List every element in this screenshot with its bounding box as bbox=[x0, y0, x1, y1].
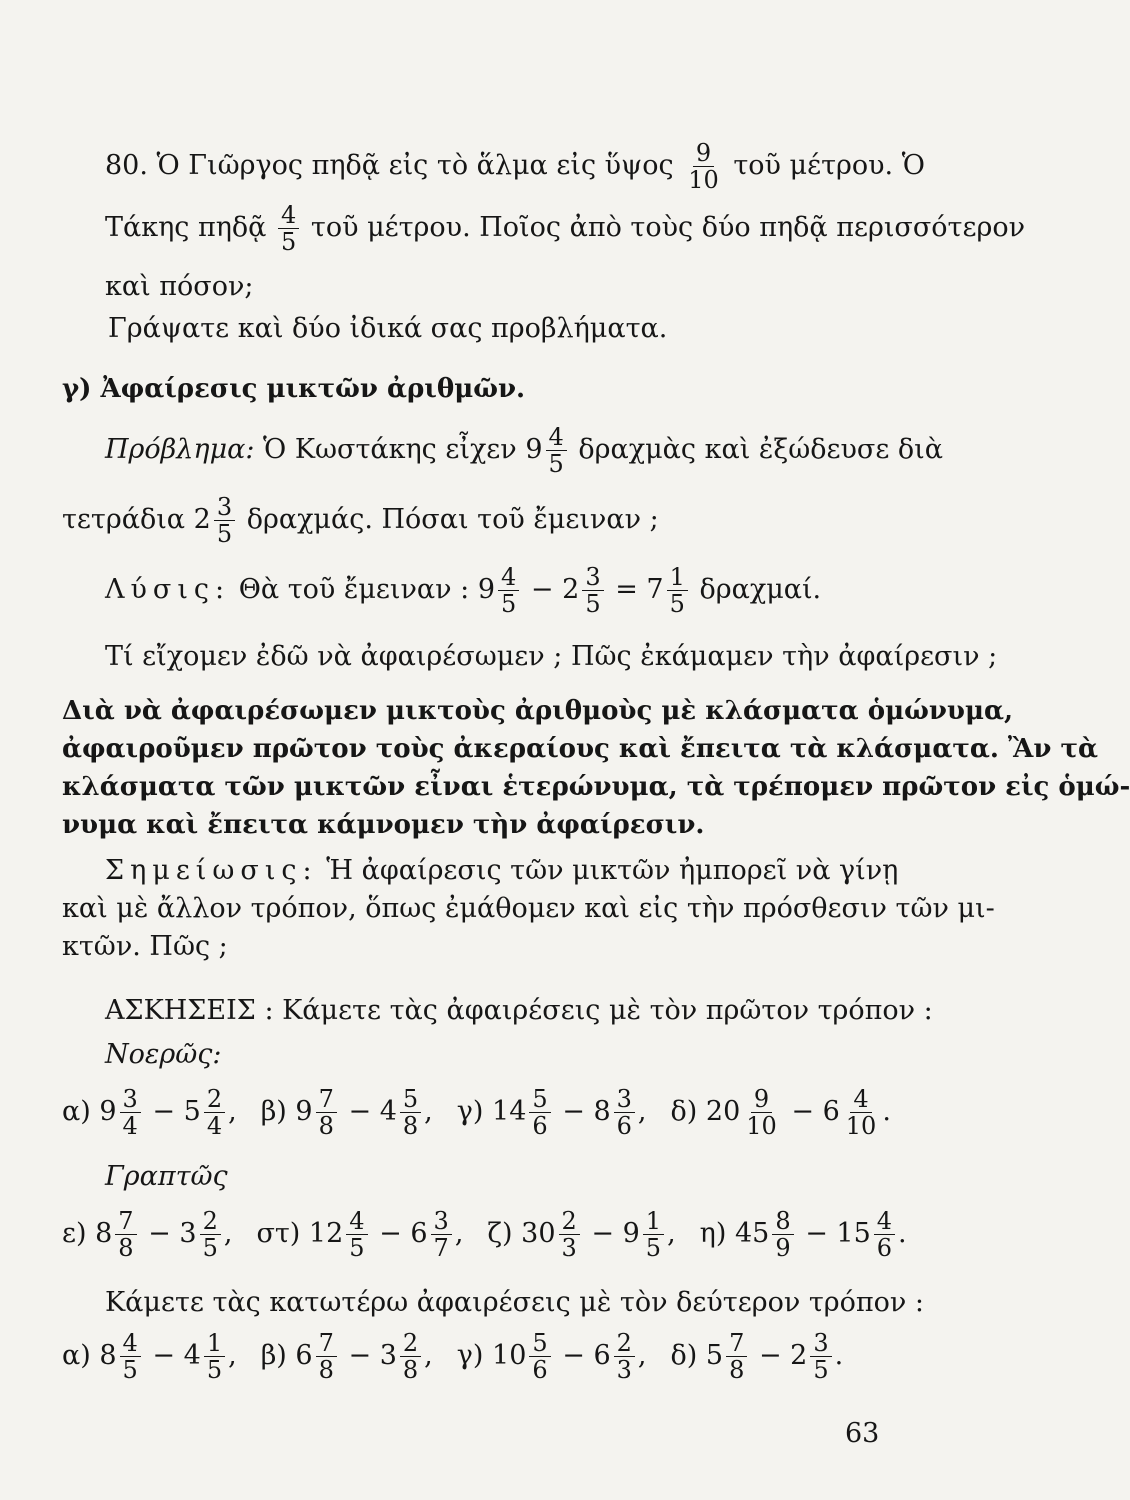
rule-line-4: νυμα καὶ ἔπειτα κάμνομεν τὴν ἀφαίρεσιν. bbox=[62, 810, 705, 840]
note-line-2: καὶ μὲ ἄλλον τρόπον, ὅπως ἐμάθομεν καὶ εἰς τὴν πρόσθεσιν τῶν μι- bbox=[62, 893, 995, 924]
rule-line-1: Διὰ νὰ ἀφαιρέσωμεν μικτοὺς ἀριθμοὺς μὲ κλάσματα ὁμώνυμα, bbox=[62, 696, 1014, 726]
exercises-heading: ΑΣΚΗΣΕΙΣ : Κάμετε τὰς ἀφαιρέσεις μὲ τὸν πρῶτον τρόπον : bbox=[105, 995, 933, 1026]
exercise-item: ε) 8 $\frac{7}{8}$ − 3 $\frac{2}{5}$ , bbox=[62, 1207, 233, 1262]
problem-text: δραχμὰς καὶ ἐξώδευσε διὰ bbox=[578, 434, 943, 465]
fraction: $\frac{4}{5}$ bbox=[498, 564, 519, 617]
fraction: $\frac{9}{10}$ bbox=[688, 139, 719, 194]
question-line: Τί εἴχομεν ἐδῶ νὰ ἀφαιρέσωμεν ; Πῶς ἐκάμαμεν τὴν ἀφαίρεσιν ; bbox=[105, 641, 998, 672]
fraction: $\frac{7}{8}$ bbox=[115, 1208, 136, 1261]
exercise-row-mental bbox=[62, 1086, 902, 1139]
mental-label: Νοερῶς: bbox=[105, 1039, 222, 1070]
fraction: $\frac{1}{5}$ bbox=[667, 564, 688, 617]
exercise-label: α) bbox=[62, 1096, 100, 1127]
fraction: $\frac{2}{4}$ bbox=[204, 1086, 225, 1139]
fraction: $\frac{5}{8}$ bbox=[400, 1086, 421, 1139]
fraction: $\frac{3}{6}$ bbox=[614, 1086, 635, 1139]
exercise-item: δ) 20 $\frac{9}{10}$ − 6 $\frac{4}{10}$ . bbox=[670, 1085, 891, 1140]
exercise-label: ε) bbox=[62, 1218, 96, 1249]
exercise-label: β) bbox=[260, 1340, 296, 1371]
fraction: $\frac{1}{5}$ bbox=[643, 1208, 664, 1261]
rule-line-2: ἀφαιροῦμεν πρῶτον τοὺς ἀκεραίους καὶ ἔπειτα τὰ κλάσματα. Ἂν τὰ bbox=[62, 734, 1098, 764]
exercise-row-second bbox=[62, 1330, 902, 1383]
fraction: $\frac{3}{5}$ bbox=[810, 1330, 831, 1383]
exercise-item: α) 9 $\frac{3}{4}$ − 5 $\frac{2}{4}$ , bbox=[62, 1085, 237, 1140]
fraction: $\frac{7}{8}$ bbox=[726, 1330, 747, 1383]
fraction: $\frac{2}{8}$ bbox=[400, 1330, 421, 1383]
fraction: $\frac{9}{10}$ bbox=[746, 1085, 777, 1140]
fraction: $\frac{3}{5}$ bbox=[214, 494, 235, 547]
exercise-item: γ) 10 $\frac{5}{6}$ − 6 $\frac{2}{3}$ , bbox=[456, 1329, 647, 1384]
exercise-item: δ) 5 $\frac{7}{8}$ − 2 $\frac{3}{5}$ . bbox=[670, 1329, 844, 1384]
problem-80-text: Τάκης πηδᾷ bbox=[105, 212, 267, 243]
exercise-item: β) 6 $\frac{7}{8}$ − 3 $\frac{2}{8}$ , bbox=[260, 1329, 433, 1384]
note-label: Σημείωσις: bbox=[105, 855, 318, 886]
problem-80-text: 80. Ὁ Γιῶργος πηδᾷ εἰς τὸ ἅλμα εἰς ὕψος bbox=[105, 150, 674, 181]
fraction: $\frac{7}{8}$ bbox=[316, 1330, 337, 1383]
problem-80-line-2 bbox=[105, 201, 1026, 256]
fraction: $\frac{5}{6}$ bbox=[529, 1086, 550, 1139]
fraction: $\frac{2}{5}$ bbox=[200, 1208, 221, 1261]
exercise-label: δ) bbox=[670, 1340, 706, 1371]
section-title: γ) Ἀφαίρεσις μικτῶν ἀριθμῶν. bbox=[62, 374, 526, 404]
exercise-label: γ) bbox=[456, 1096, 493, 1127]
problem-80-text: τοῦ μέτρου. Ποῖος ἀπὸ τοὺς δύο πηδᾷ περισσότερον bbox=[310, 212, 1026, 243]
fraction: $\frac{5}{6}$ bbox=[529, 1330, 550, 1383]
fraction: $\frac{3}{7}$ bbox=[431, 1208, 452, 1261]
fraction: $\frac{4}{6}$ bbox=[874, 1208, 895, 1261]
exercises-label: ΑΣΚΗΣΕΙΣ : bbox=[105, 995, 274, 1026]
fraction: $\frac{2}{3}$ bbox=[614, 1330, 635, 1383]
exercise-item: η) 45 $\frac{8}{9}$ − 15 $\frac{4}{6}$ . bbox=[699, 1207, 907, 1262]
fraction: $\frac{4}{5}$ bbox=[346, 1208, 367, 1261]
fraction: $\frac{8}{9}$ bbox=[772, 1208, 793, 1261]
exercise-label: η) bbox=[699, 1218, 735, 1249]
problem-text: Ὁ Κωστάκης εἶχεν bbox=[263, 434, 517, 465]
rule-line-3: κλάσματα τῶν μικτῶν εἶναι ἑτερώνυμα, τὰ τρέπομεν πρῶτον εἰς ὁμώ- bbox=[62, 772, 1130, 802]
exercise-label: δ) bbox=[670, 1096, 706, 1127]
fraction: $\frac{3}{4}$ bbox=[120, 1086, 141, 1139]
problem-label: Πρόβλημα: bbox=[105, 434, 255, 465]
page-number: 63 bbox=[845, 1418, 880, 1449]
own-problems-instruction: Γράψατε καὶ δύο ἰδικά σας προβλήματα. bbox=[108, 313, 668, 344]
fraction: $\frac{7}{8}$ bbox=[316, 1086, 337, 1139]
note-line-3: κτῶν. Πῶς ; bbox=[62, 931, 228, 962]
exercise-label: γ) bbox=[456, 1340, 493, 1371]
fraction: $\frac{2}{3}$ bbox=[559, 1208, 580, 1261]
exercise-item: γ) 14 $\frac{5}{6}$ − 8 $\frac{3}{6}$ , bbox=[456, 1085, 647, 1140]
exercise-item: α) 8 $\frac{4}{5}$ − 4 $\frac{1}{5}$ , bbox=[62, 1329, 237, 1384]
exercise-row-written bbox=[62, 1207, 907, 1262]
exercise-item: β) 9 $\frac{7}{8}$ − 4 $\frac{5}{8}$ , bbox=[260, 1085, 433, 1140]
fraction: $\frac{1}{5}$ bbox=[204, 1330, 225, 1383]
problem-80-text: τοῦ μέτρου. Ὁ bbox=[733, 150, 925, 181]
fraction: $\frac{4}{5}$ bbox=[546, 424, 567, 477]
exercise-item: στ) 12 $\frac{4}{5}$ − 6 $\frac{3}{7}$ , bbox=[256, 1207, 464, 1262]
exercise-label: ζ) bbox=[487, 1218, 522, 1249]
fraction: $\frac{3}{5}$ bbox=[582, 564, 603, 617]
problem-line-2: τετράδια 2 $\frac{3}{5}$ δραχμάς. Πόσαι τοῦ ἔμειναν ; bbox=[62, 493, 659, 548]
note-line-1: Σημείωσις: Ἡ ἀφαίρεσις τῶν μικτῶν ἠμπορεῖ νὰ γίνῃ bbox=[105, 855, 899, 886]
exercise-label: α) bbox=[62, 1340, 100, 1371]
exercise-label: στ) bbox=[256, 1218, 309, 1249]
fraction: $\frac{4}{5}$ bbox=[278, 202, 299, 255]
second-method-instruction: Κάμετε τὰς κατωτέρω ἀφαιρέσεις μὲ τὸν δεύτερον τρόπον : bbox=[105, 1287, 924, 1318]
problem-80-line-3: καὶ πόσον; bbox=[105, 271, 254, 302]
problem-80-line-1 bbox=[105, 139, 925, 194]
written-label: Γραπτῶς bbox=[105, 1161, 228, 1192]
fraction: $\frac{4}{10}$ bbox=[845, 1085, 877, 1140]
fraction: $\frac{4}{5}$ bbox=[120, 1330, 141, 1383]
solution-label: Λύσις: bbox=[105, 574, 231, 605]
exercise-item: ζ) 30 $\frac{2}{3}$ − 9 $\frac{1}{5}$ , bbox=[487, 1207, 676, 1262]
problem-line-1: Πρόβλημα: Ὁ Κωστάκης εἶχεν 9 $\frac{4}{5}$ δραχμὰς καὶ ἐξώδευσε διὰ bbox=[105, 423, 943, 478]
solution-line: Λύσις: Θὰ τοῦ ἔμειναν : 9 $\frac{4}{5}$ − 2 $\frac{3}{5}$ = 7 $\frac{1}{5}$ δραχμαί. bbox=[105, 563, 822, 618]
exercise-label: β) bbox=[260, 1096, 296, 1127]
